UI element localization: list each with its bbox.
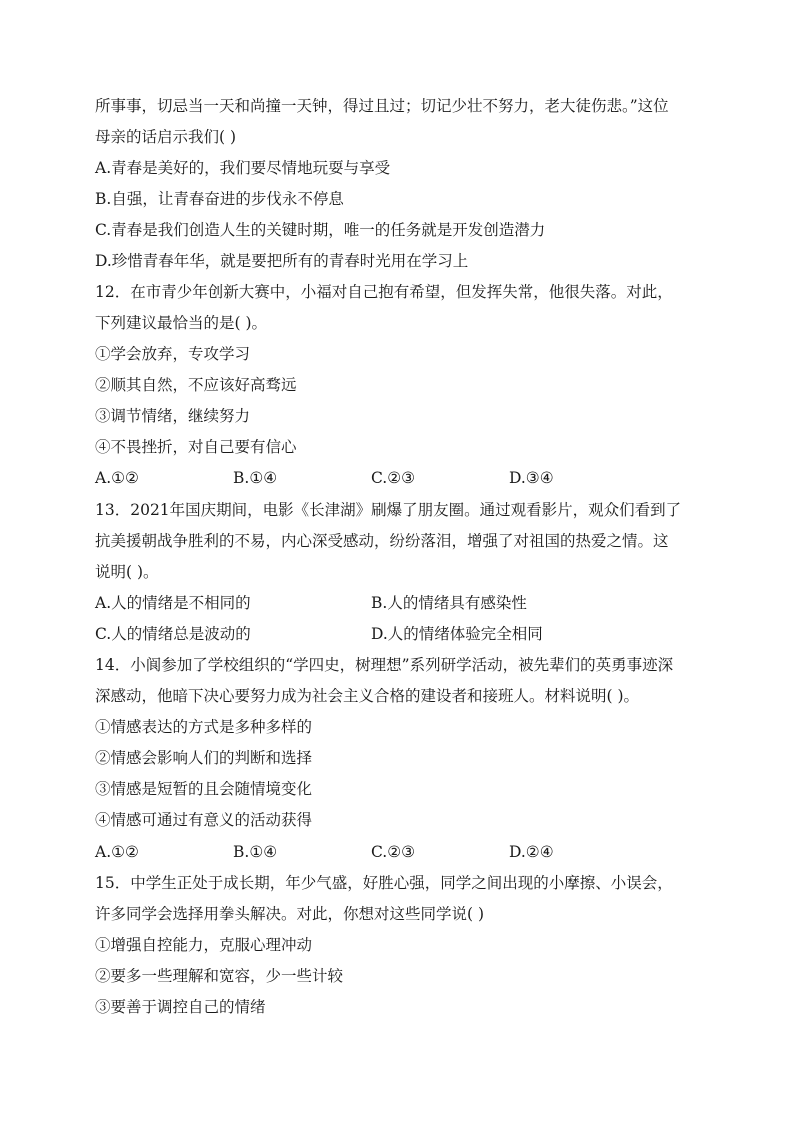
q14-item-3: ③情感是短暂的且会随情境变化 <box>95 780 313 798</box>
q12-option-d: D.③④ <box>509 469 554 487</box>
q15-item-1: ①增强自控能力，克服心理冲动 <box>95 936 313 954</box>
q14-option-b: B.①④ <box>233 843 278 861</box>
q13-option-a: A.人的情绪是不相同的 <box>95 594 251 612</box>
q13-stem-line-3: 说明( )。 <box>95 563 159 581</box>
q12-stem-line-1: 12．在市青少年创新大赛中，小福对自己抱有希望，但发挥失常，他很失落。对此， <box>95 283 673 301</box>
q13-option-b: B.人的情绪具有感染性 <box>371 594 527 612</box>
q11-option-c: C.青春是我们创造人生的关键时期，唯一的任务就是开发创造潜力 <box>95 221 546 239</box>
q14-option-d: D.②④ <box>509 843 554 861</box>
q13-option-d: D.人的情绪体验完全相同 <box>371 625 543 643</box>
q12-item-3: ③调节情绪，继续努力 <box>95 407 251 425</box>
q15-item-3: ③要善于调控自己的情绪 <box>95 998 266 1016</box>
q12-item-2: ②顺其自然，不应该好高骛远 <box>95 376 297 394</box>
q13-stem-line-1: 13．2021年国庆期间，电影《长津湖》刷爆了朋友圈。通过观看影片，观众们看到了 <box>95 501 682 519</box>
q14-option-c: C.②③ <box>371 843 416 861</box>
q13-option-c: C.人的情绪总是波动的 <box>95 625 251 643</box>
q12-option-b: B.①④ <box>233 469 278 487</box>
q14-item-4: ④情感可通过有意义的活动获得 <box>95 811 313 829</box>
q15-stem-line-2: 许多同学会选择用拳头解决。对此，你想对这些同学说( ) <box>95 905 485 923</box>
q12-item-4: ④不畏挫折，对自己要有信心 <box>95 438 297 456</box>
q14-stem-line-1: 14．小阆参加了学校组织的“学四史，树理想”系列研学活动，被先辈们的英勇事迹深 <box>95 656 674 674</box>
q12-option-a: A.①② <box>95 469 139 487</box>
q12-item-1: ①学会放弃，专攻学习 <box>95 345 251 363</box>
q12-stem-line-2: 下列建议最恰当的是( )。 <box>95 314 268 332</box>
q12-option-c: C.②③ <box>371 469 416 487</box>
q14-item-2: ②情感会影响人们的判断和选择 <box>95 749 313 767</box>
q11-stem-line-2: 母亲的话启示我们( ) <box>95 128 237 146</box>
q13-stem-line-2: 抗美援朝战争胜利的不易，内心深受感动，纷纷落泪，增强了对祖国的热爱之情。这 <box>95 532 669 550</box>
q11-option-a: A.青春是美好的，我们要尽情地玩耍与享受 <box>95 159 391 177</box>
q14-stem-line-2: 深感动，他暗下决心要努力成为社会主义合格的建设者和接班人。材料说明( )。 <box>95 687 640 705</box>
q11-option-d: D.珍惜青春年华，就是要把所有的青春时光用在学习上 <box>95 252 469 270</box>
q15-item-2: ②要多一些理解和宽容，少一些计较 <box>95 967 344 985</box>
q11-stem-line-1: 所事事，切忌当一天和尚撞一天钟，得过且过；切记少壮不努力，老大徒伤悲。”这位 <box>95 97 669 115</box>
q15-stem-line-1: 15．中学生正处于成长期，年少气盛，好胜心强，同学之间出现的小摩擦、小误会， <box>95 874 673 892</box>
q14-item-1: ①情感表达的方式是多种多样的 <box>95 718 313 736</box>
q14-option-a: A.①② <box>95 843 139 861</box>
q11-option-b: B.自强，让青春奋进的步伐永不停息 <box>95 190 344 208</box>
